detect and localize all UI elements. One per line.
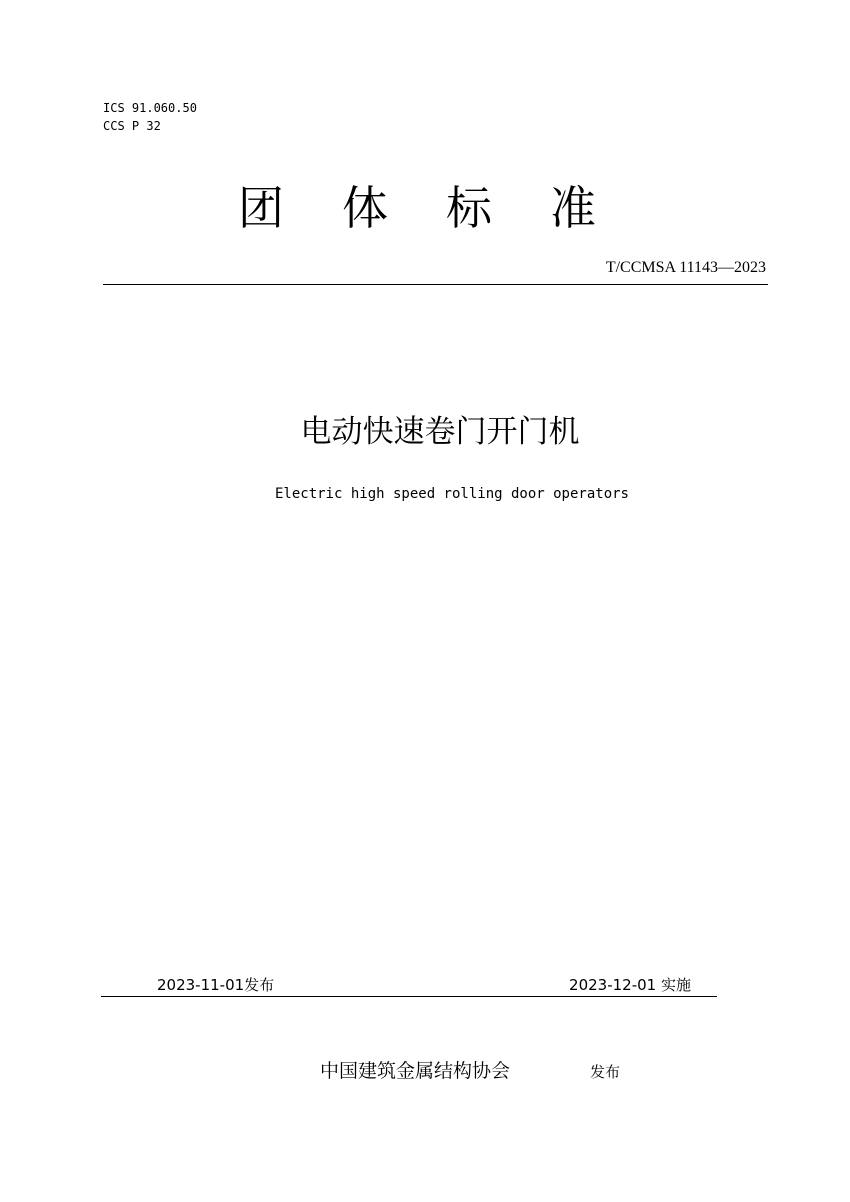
footer-divider	[101, 996, 717, 997]
standard-number: T/CCMSA 11143—2023	[605, 259, 766, 276]
ccs-code: CCS P 32	[103, 119, 161, 133]
ics-code: ICS 91.060.50	[103, 101, 197, 115]
title-chinese: 电动快速卷门开门机	[300, 414, 580, 450]
implementation-date: 2023-12-01 实施	[569, 976, 691, 994]
publisher-name: 中国建筑金属结构协会	[320, 1060, 511, 1082]
publish-label: 发布	[590, 1063, 621, 1081]
header-divider	[103, 284, 768, 285]
document-type-heading: 团体标准	[238, 181, 654, 235]
issue-date: 2023-11-01发布	[157, 976, 275, 994]
title-english: Electric high speed rolling door operators	[274, 486, 629, 502]
